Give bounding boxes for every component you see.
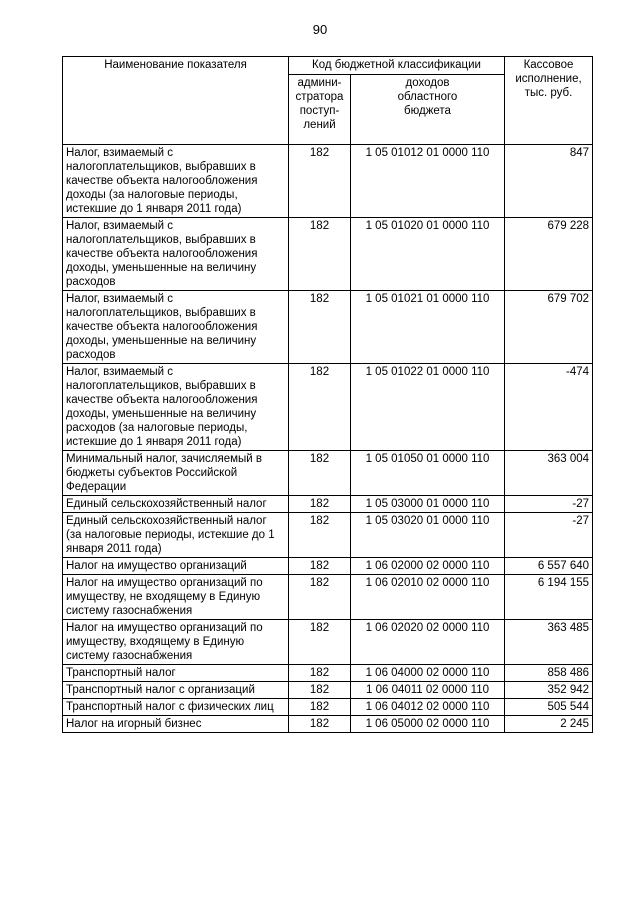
administrator-code: 182 (289, 682, 351, 699)
administrator-code: 182 (289, 291, 351, 364)
table-row (63, 716, 593, 733)
administrator-code: 182 (289, 575, 351, 620)
cash-execution-amount: 6 194 155 (505, 575, 593, 620)
administrator-code: 182 (289, 558, 351, 575)
table-row (63, 665, 593, 682)
header-administrator-code: админи- стратора поступ- лений (289, 75, 351, 145)
administrator-code: 182 (289, 513, 351, 558)
cash-execution-amount: 363 485 (505, 620, 593, 665)
indicator-name: Налог, взимаемый с налогоплательщиков, выбравших в качестве объекта налогообложения доходы, уменьшенные на величину расходов (за налоговые периоды, истекшие до 1 января 2011 года) (63, 364, 289, 451)
table-row (63, 451, 593, 496)
header-revenue-code: доходов областного бюджета (351, 75, 505, 145)
administrator-code: 182 (289, 451, 351, 496)
indicator-name: Налог на имущество организаций по имуществу, входящему в Единую систему газоснабжения (63, 620, 289, 665)
administrator-code: 182 (289, 218, 351, 291)
budget-revenue-table (62, 56, 593, 733)
table-row (63, 699, 593, 716)
revenue-classification-code: 1 05 03020 01 0000 110 (351, 513, 505, 558)
revenue-classification-code: 1 05 01020 01 0000 110 (351, 218, 505, 291)
header-classification-group: Код бюджетной классификации (289, 57, 505, 75)
indicator-name: Налог, взимаемый с налогоплательщиков, выбравших в качестве объекта налогообложения доходы, уменьшенные на величину расходов (63, 291, 289, 364)
administrator-code: 182 (289, 364, 351, 451)
revenue-classification-code: 1 05 01050 01 0000 110 (351, 451, 505, 496)
revenue-classification-code: 1 06 04000 02 0000 110 (351, 665, 505, 682)
cash-execution-amount: 679 228 (505, 218, 593, 291)
cash-execution-amount: 2 245 (505, 716, 593, 733)
page-number: 90 (312, 22, 328, 37)
revenue-classification-code: 1 06 05000 02 0000 110 (351, 716, 505, 733)
table-row (63, 218, 593, 291)
indicator-name: Налог, взимаемый с налогоплательщиков, выбравших в качестве объекта налогообложения доходы, уменьшенные на величину расходов (63, 218, 289, 291)
table-row (63, 575, 593, 620)
administrator-code: 182 (289, 716, 351, 733)
cash-execution-amount: 363 004 (505, 451, 593, 496)
cash-execution-amount: -27 (505, 513, 593, 558)
cash-execution-amount: 858 486 (505, 665, 593, 682)
indicator-name: Минимальный налог, зачисляемый в бюджеты субъектов Российской Федерации (63, 451, 289, 496)
revenue-classification-code: 1 05 01021 01 0000 110 (351, 291, 505, 364)
header-cash-execution: Кассовое исполнение, тыс. руб. (505, 57, 593, 145)
table-row (63, 145, 593, 218)
indicator-name: Налог на игорный бизнес (63, 716, 289, 733)
indicator-name: Транспортный налог (63, 665, 289, 682)
header-indicator-name: Наименование показателя (63, 57, 289, 145)
indicator-name: Транспортный налог с физических лиц (63, 699, 289, 716)
revenue-classification-code: 1 06 02010 02 0000 110 (351, 575, 505, 620)
cash-execution-amount: 847 (505, 145, 593, 218)
revenue-classification-code: 1 06 02000 02 0000 110 (351, 558, 505, 575)
administrator-code: 182 (289, 620, 351, 665)
indicator-name: Транспортный налог с организаций (63, 682, 289, 699)
cash-execution-amount: 352 942 (505, 682, 593, 699)
indicator-name: Налог на имущество организаций по имуществу, не входящему в Единую систему газоснабжения (63, 575, 289, 620)
administrator-code: 182 (289, 665, 351, 682)
cash-execution-amount: -27 (505, 496, 593, 513)
table-row (63, 558, 593, 575)
revenue-classification-code: 1 06 04012 02 0000 110 (351, 699, 505, 716)
cash-execution-amount: 505 544 (505, 699, 593, 716)
cash-execution-amount: -474 (505, 364, 593, 451)
revenue-classification-code: 1 06 02020 02 0000 110 (351, 620, 505, 665)
indicator-name: Единый сельскохозяйственный налог (63, 496, 289, 513)
cash-execution-amount: 6 557 640 (505, 558, 593, 575)
revenue-classification-code: 1 05 01022 01 0000 110 (351, 364, 505, 451)
indicator-name: Налог на имущество организаций (63, 558, 289, 575)
table-row (63, 364, 593, 451)
table-row (63, 496, 593, 513)
table-row (63, 291, 593, 364)
revenue-classification-code: 1 05 01012 01 0000 110 (351, 145, 505, 218)
administrator-code: 182 (289, 145, 351, 218)
administrator-code: 182 (289, 496, 351, 513)
table-row (63, 513, 593, 558)
cash-execution-amount: 679 702 (505, 291, 593, 364)
indicator-name: Налог, взимаемый с налогоплательщиков, выбравших в качестве объекта налогообложения доходы (за налоговые периоды, истекшие до 1 января 2011 года) (63, 145, 289, 218)
revenue-classification-code: 1 06 04011 02 0000 110 (351, 682, 505, 699)
table-row (63, 620, 593, 665)
table-body (63, 145, 593, 733)
table-row (63, 682, 593, 699)
revenue-classification-code: 1 05 03000 01 0000 110 (351, 496, 505, 513)
indicator-name: Единый сельскохозяйственный налог (за налоговые периоды, истекшие до 1 января 2011 года) (63, 513, 289, 558)
administrator-code: 182 (289, 699, 351, 716)
